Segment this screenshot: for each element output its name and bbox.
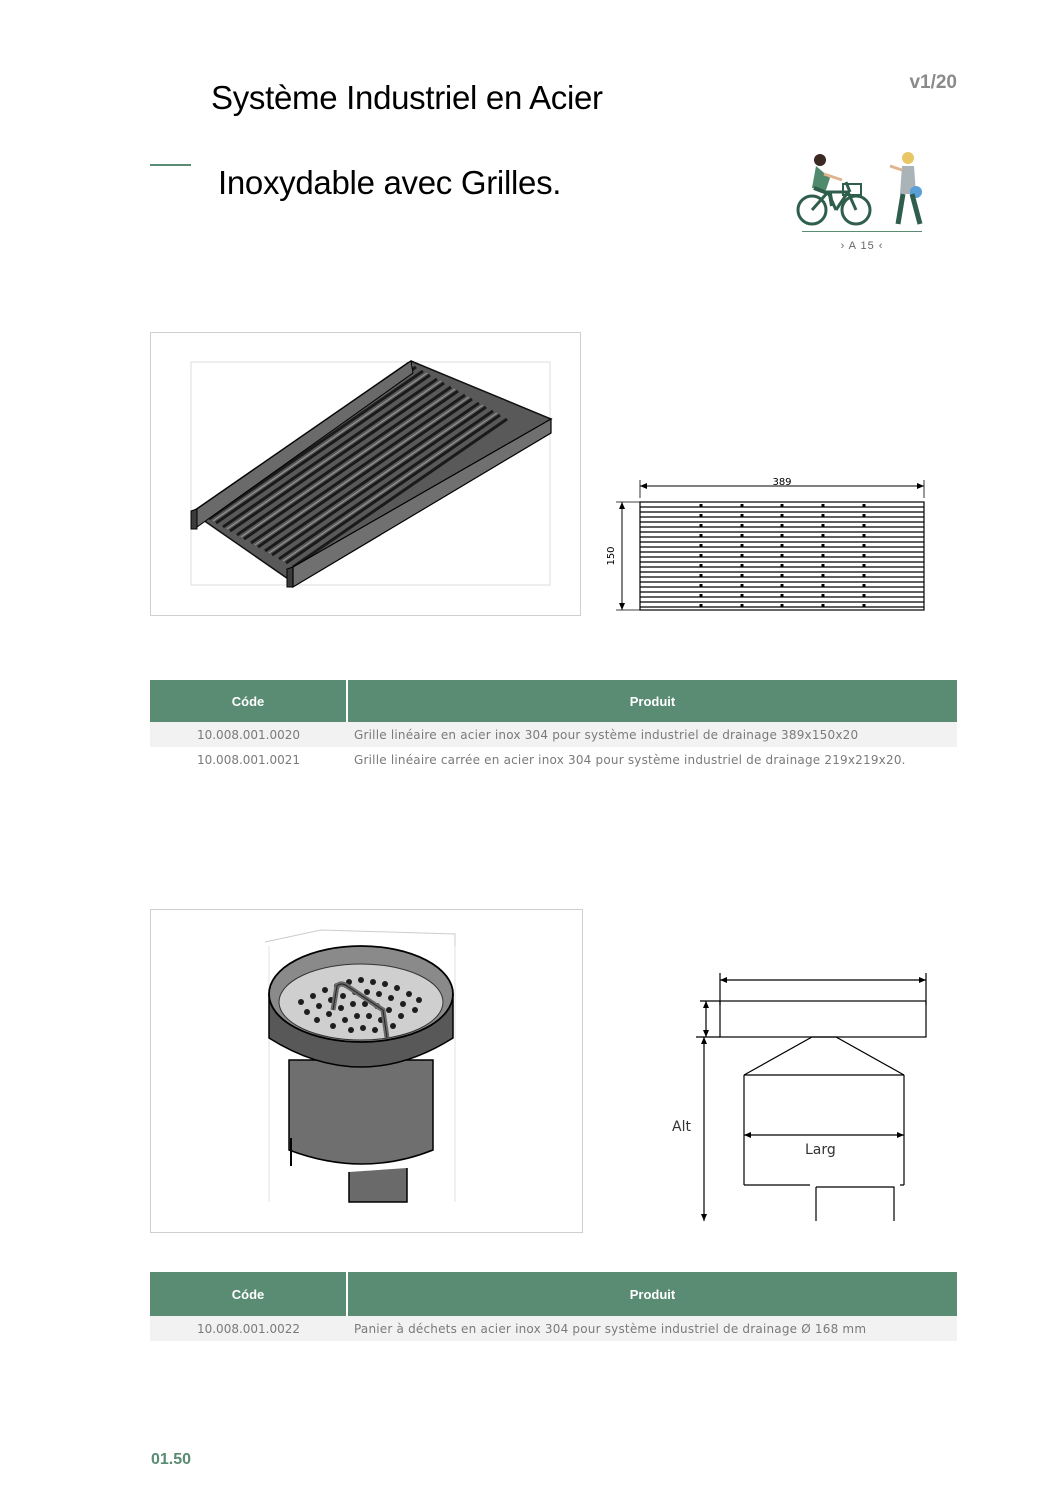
accent-dash bbox=[150, 164, 191, 166]
grille-3d-illustration bbox=[151, 333, 580, 615]
column-header-product: Produit bbox=[347, 1272, 957, 1316]
grille-image-frame bbox=[150, 332, 581, 616]
table-row bbox=[150, 1316, 957, 1341]
product-code: 10.008.001.0021 bbox=[196, 752, 301, 767]
rider-head-icon bbox=[814, 154, 826, 166]
product-name: Panier à déchets en acier inox 304 pour système industriel de drainage Ø 168 mm bbox=[347, 1316, 957, 1341]
page-title-line-1: Système Industriel en Acier bbox=[211, 79, 603, 116]
table-header-row bbox=[150, 1272, 957, 1316]
version-label: v1/20 bbox=[909, 72, 957, 93]
product-table-grilles bbox=[150, 680, 957, 772]
badge-underline bbox=[802, 231, 922, 232]
table-row bbox=[150, 747, 957, 772]
product-code: 10.008.001.0020 bbox=[150, 722, 347, 747]
pedestrian-head-icon bbox=[902, 152, 914, 164]
product-table-basket bbox=[150, 1272, 957, 1341]
dimension-height-label: 150 bbox=[606, 546, 617, 566]
table-row bbox=[150, 722, 957, 747]
basket-dimension-drawing bbox=[660, 965, 940, 1227]
basket-image-frame bbox=[150, 909, 583, 1233]
waste-basket-illustration bbox=[151, 910, 582, 1232]
product-code: 10.008.001.0022 bbox=[150, 1316, 347, 1341]
grille-dimension-drawing bbox=[600, 470, 940, 620]
product-name: Grille linéaire en acier inox 304 pour système industriel de drainage 389x150x20 bbox=[347, 722, 957, 747]
column-header-product: Produit bbox=[347, 680, 957, 722]
column-header-code: Códe bbox=[150, 680, 347, 722]
page-title-line-2: Inoxydable avec Grilles. bbox=[218, 164, 562, 201]
dimension-larg-label: Larg bbox=[805, 1142, 836, 1158]
bicycle-icon bbox=[798, 182, 870, 224]
page-number: 01.50 bbox=[151, 1451, 192, 1468]
dimension-width-label: 389 bbox=[772, 477, 792, 488]
badge-label: › A 15 ‹ bbox=[840, 240, 884, 252]
product-name: Grille linéaire carrée en acier inox 304 pour système industriel de drainage 219x219x20. bbox=[354, 752, 906, 767]
dimension-alt-label: Alt bbox=[672, 1119, 691, 1135]
column-header-code: Códe bbox=[150, 1272, 347, 1316]
table-header-row bbox=[150, 680, 957, 722]
